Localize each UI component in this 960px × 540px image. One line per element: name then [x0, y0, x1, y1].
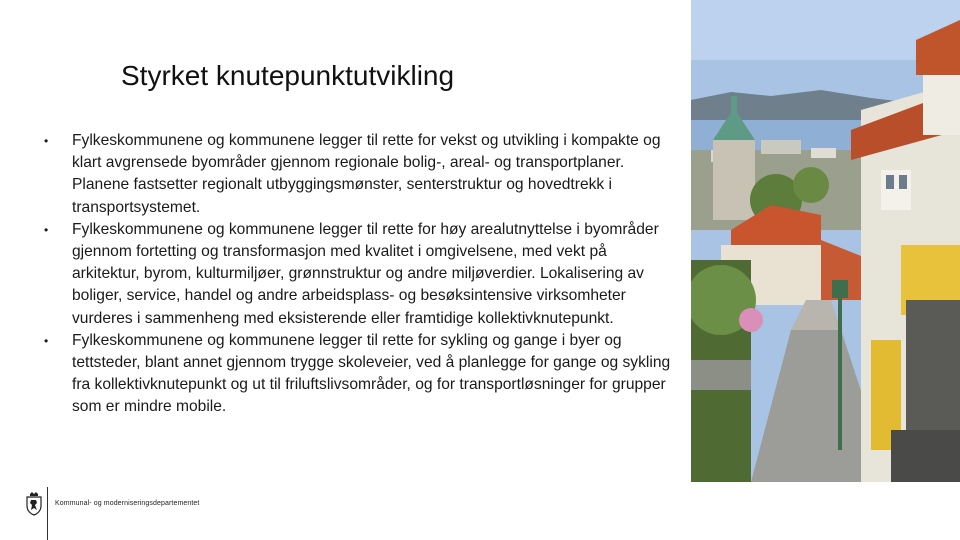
footer-divider — [47, 487, 48, 540]
bullet-dot: • — [44, 222, 49, 237]
bullet-item — [44, 130, 676, 219]
bullet-text: Fylkeskommunene og kommunene legger til rette for høy arealutnyttelse i byområder gjennom fortetting og transformasjon med kvalitet i omgivelsene, med vekt på arkitektur, byrom, kulturmiljøer, grønnstruktur og andre miljøverdier. Lokalisering av boliger, service, handel og andre arbeidsplass- og besøksintensive virksomheter vurderes i sammenheng med eksisterende eller framtidige kollektivknutepunkt. — [72, 220, 659, 327]
bullet-dot: • — [44, 333, 49, 348]
bullet-item — [44, 219, 676, 330]
norwegian-coat-of-arms-icon — [25, 492, 43, 516]
department-name: Kommunal- og moderniseringsdepartementet — [55, 500, 200, 507]
bullet-item — [44, 330, 676, 419]
city-street-photo — [691, 0, 960, 482]
bullet-dot: • — [44, 134, 49, 148]
bullet-text: Fylkeskommunene og kommunene legger til rette for vekst og utvikling i kompakte og klart avgrensede byområder gjennom regionale bolig-, areal- og transportplaner. Planene fastsetter regionalt utbyggingsmønster, senterstruktur og hovedtrekk i transportsystemet. — [72, 132, 661, 216]
bullet-text: Fylkeskommunene og kommunene legger til rette for sykling og gange i byer og tettsteder, blant annet gjennom trygge skoleveier, ved å planlegge for gange og sykling fra kollektivknutepunkt og ut til friluftslivsområder, og for transportløsninger for grupper som er mindre mobile. — [72, 331, 671, 416]
bullet-list — [44, 130, 676, 419]
slide-title: Styrket knutepunktutvikling — [121, 60, 455, 91]
